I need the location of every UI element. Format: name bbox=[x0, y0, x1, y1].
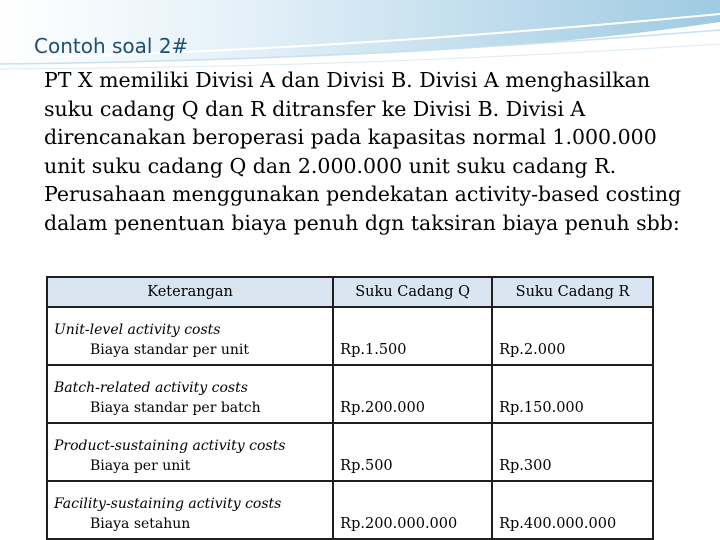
cost-item: Biaya standar per batch bbox=[90, 400, 261, 416]
table-row bbox=[47, 365, 653, 423]
cost-category: Batch-related activity costs bbox=[54, 380, 248, 396]
header-suku-cadang-r: Suku Cadang R bbox=[492, 277, 653, 307]
table-row bbox=[47, 307, 653, 365]
table-row bbox=[47, 423, 653, 481]
row-description bbox=[47, 365, 333, 423]
value-q: Rp.200.000 bbox=[333, 365, 492, 423]
value-r: Rp.400.000.000 bbox=[492, 481, 653, 539]
header-suku-cadang-q: Suku Cadang Q bbox=[333, 277, 492, 307]
value-r: Rp.150.000 bbox=[492, 365, 653, 423]
row-description bbox=[47, 307, 333, 365]
cost-item: Biaya per unit bbox=[90, 458, 191, 474]
value-q: Rp.200.000.000 bbox=[333, 481, 492, 539]
cost-category: Unit-level activity costs bbox=[54, 322, 221, 338]
header-keterangan: Keterangan bbox=[47, 277, 333, 307]
value-r: Rp.300 bbox=[492, 423, 653, 481]
row-description bbox=[47, 481, 333, 539]
cost-item: Biaya setahun bbox=[90, 516, 191, 532]
value-q: Rp.500 bbox=[333, 423, 492, 481]
value-r: Rp.2.000 bbox=[492, 307, 653, 365]
cost-table bbox=[46, 276, 654, 540]
cost-category: Product-sustaining activity costs bbox=[54, 438, 286, 454]
slide-title: Contoh soal 2# bbox=[34, 34, 189, 58]
value-q: Rp.1.500 bbox=[333, 307, 492, 365]
cost-category: Facility-sustaining activity costs bbox=[54, 496, 282, 512]
table-header-row bbox=[47, 277, 653, 307]
cost-item: Biaya standar per unit bbox=[90, 342, 249, 358]
problem-text: PT X memiliki Divisi A dan Divisi B. Divisi A menghasilkan suku cadang Q dan R ditransfer ke Divisi B. Divisi A direncanakan beroperasi pada kapasitas normal 1.000.000 unit suku cadang Q dan 2.000.000 unit suku cadang R. Perusahaan menggunakan pendekatan activity-based costing dalam penentuan biaya penuh dgn taksiran biaya penuh sbb: bbox=[44, 68, 682, 235]
table-row bbox=[47, 481, 653, 539]
row-description bbox=[47, 423, 333, 481]
